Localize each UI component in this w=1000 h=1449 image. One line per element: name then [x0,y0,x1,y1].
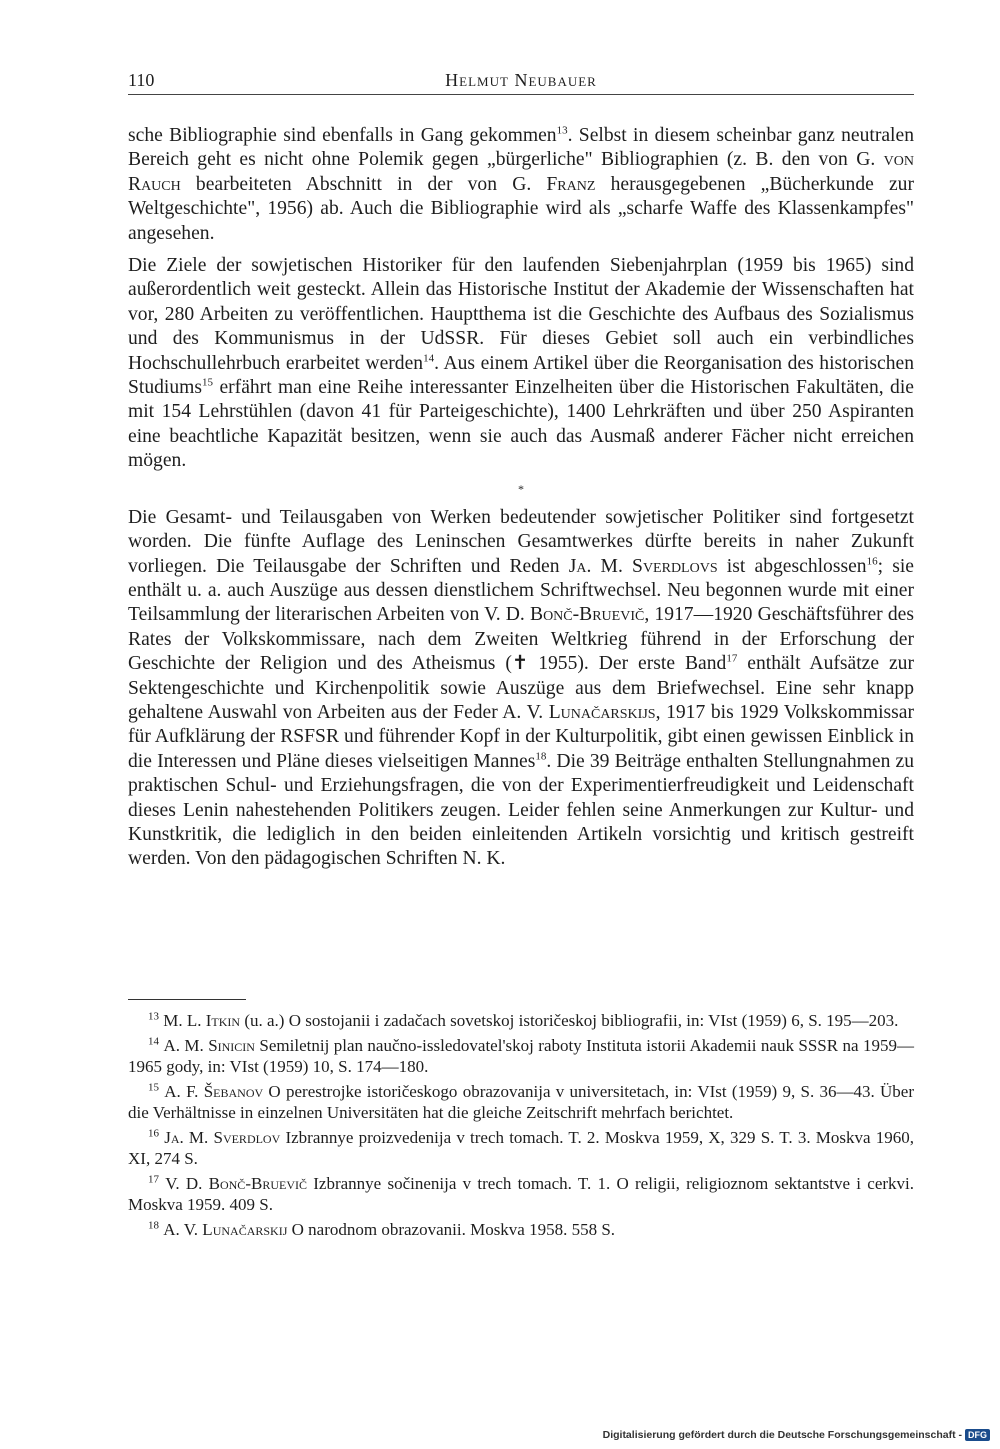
footnote-author: A. F. Šebanov [164,1082,264,1101]
text-run: . Aus einem Artikel über die Reorganisation des historischen Studiums [128,352,914,399]
footnote-number: 17 [148,1173,159,1186]
footnote-ref: 13 [556,124,568,137]
paragraph-2 [128,254,914,474]
footnote-author: A. M. Sinicin [163,1036,255,1055]
text-run: , 1917—1920 Geschäftsführer des Rates der Volkskommissare, nach dem Zweiten Weltkrieg führend in der Erforschung der Geschichte der Religion und des Atheismus (✝ 1955). Der erste Band [128,604,914,675]
person-name: Franz [546,173,596,195]
footnote-author: Ja. M. Sverdlov [164,1128,281,1147]
footnote-ref: 15 [202,376,214,389]
person-name: Lunačarskijs [548,701,656,723]
text-run: enthält Aufsätze zur Sektengeschichte und Kirchenpolitik sowie Auszüge aus dem Briefwechsel. Eine sehr knapp gehaltene Auswahl von Arbeiten aus der Feder A. V. [128,653,914,723]
text-run: ist abgeschlossen [717,555,867,577]
text-run: ; sie enthält u. a. auch Auszüge aus dessen dienstlichem Schriftwechsel. Neu begonnen wurde mit einer Teilsammlung der literarischen Arbeiten von V. D. [128,555,915,626]
person-name: Bonč-Bruevič [530,604,645,626]
body-text [128,124,914,880]
section-divider: * [518,481,524,496]
footnote-text: Izbrannye sočinenija v trech tomach. T. 1. O religii, religioznom sektantstve i cerkvi. Moskva 1959. 409 S. [128,1174,915,1214]
digitization-credit [603,1429,990,1441]
running-head: Helmut Neubauer [445,70,597,90]
footnote-number: 15 [148,1081,159,1094]
paragraph-3 [128,506,914,872]
footnote-ref: 16 [866,554,878,567]
footnote [128,1127,914,1169]
footnote-number: 13 [148,1010,159,1023]
footnote-ref: 17 [726,652,738,665]
text-run: Die Ziele der sowjetischen Historiker für den laufenden Siebenjahrplan (1959 bis 1965) sind außerordentlich weit gesteckt. Allein das Historische Institut der Akademie der Wissenschaften hat vor, 280 Arbeiten zu veröffentlichen. Hauptthema ist die Geschichte des Aufbaus des Sozialismus und des Kommunismus in der UdSSR. Für dieses Gebiet soll auch ein verbindliches Hochschullehrbuch erarbeitet werden [128,255,914,374]
footnote [128,1010,914,1031]
footnote-author: A. V. Lunačarskij [163,1220,288,1239]
dfg-logo: DFG [965,1429,990,1441]
footnote-number: 18 [148,1219,159,1232]
footnote-number: 14 [148,1035,159,1048]
footnote-ref: 18 [535,750,547,763]
person-name: von Rauch [128,149,914,195]
paragraph-1 [128,124,914,246]
footnote-text: O perestrojke istoričeskogo obrazovanija v universitetach, in: VIst (1959) 9, S. 36—43. Über die Verhältnisse in einzelnen Universitäten hat die gleiche Zeitschrift mehrfach berichtet. [128,1082,914,1122]
footnote [128,1173,914,1215]
footnote-rule [128,999,246,1000]
text-run: . Die 39 Beiträge enthalten Stellungnahmen zu praktischen Schul- und Erziehungsfragen, die von der Experimentierfreudigkeit und Leidenschaft dieses Lenin nahestehenden Politikers zeugen. Leider fehlen seine Anmerkungen zur Kultur- und Kunstkritik, die lediglich in den beiden einleitenden Artikeln vorsichtig und kritisch gestreift werden. Von den pädagogischen Schriften N. K. [128,750,915,870]
footnote-author: V. D. Bonč-Bruevič [165,1174,307,1193]
text-run: bearbeiteten Abschnitt in der von G. [180,173,547,195]
footnote-text: Izbrannye proizvedenija v trech tomach. T. 2. Moskva 1959, X, 329 S. T. 3. Moskva 1960, XI, 274 S. [128,1128,915,1168]
page-header [128,68,914,95]
text-run: sche Bibliographie sind ebenfalls in Gang gekommen [128,125,557,146]
footnote-text: Semiletnij plan naučno-issledovatel'skoj raboty Instituta istorii Akademii nauk SSSR na 1959—1965 gody, in: VIst (1959) 10, S. 174—180. [128,1036,915,1076]
text-run: herausgegebenen „Bücherkunde zur Weltgeschichte", 1956) ab. Auch die Bibliographie wird als „scharfe Waffe des Klassenkampfes" angesehen. [128,173,914,244]
footnote-text: (u. a.) O sostojanii i zadačach sovetskoj istoričeskoj bibliografii, in: VIst (1959) 6, S. 195—203. [240,1011,899,1030]
footnote-number: 16 [148,1127,159,1140]
footnote-ref: 14 [423,352,435,365]
footnote [128,1035,914,1077]
footnote [128,1081,914,1123]
footnote-text: O narodnom obrazovanii. Moskva 1958. 558 S. [287,1220,616,1239]
text-run: , 1917 bis 1929 Volkskommissar für Aufklärung der RSFSR und führender Kopf in der Kulturpolitik, gibt einen gewissen Einblick in die Interessen und Pläne dieses vielseitigen Mannes [128,701,914,772]
footnote [128,1219,914,1240]
credit-text: Digitalisierung gefördert durch die Deutsche Forschungsgemeinschaft - [602,1429,962,1441]
person-name: Ja. M. Sverdlovs [568,555,718,577]
text-run: Die Gesamt- und Teilausgaben von Werken bedeutender sowjetischer Politiker sind fortgesetzt worden. Die fünfte Auflage des Leninschen Gesamtwerkes dürfte bereits in naher Zukunft vorliegen. Die Teilausgabe der Schriften und Reden [128,506,914,577]
page-number: 110 [128,70,155,90]
footnote-author: M. L. Itkin [163,1011,241,1030]
footnotes [128,1010,914,1244]
text-run: erfährt man eine Reihe interessanter Einzelheiten über die Historischen Fakultäten, die mit 154 Lehrstühlen (davon 41 für Parteigeschichte), 1400 Lehrkräften und über 250 Aspiranten eine beachtliche Kapazität besitzen, wenn sie auch das Ausmaß anderer Fächer nicht erreichen mögen. [128,377,914,472]
text-run: . Selbst in diesem scheinbar ganz neutralen Bereich geht es nicht ohne Polemik gegen „bürgerliche" Bibliographien (z. B. den von G. [128,125,914,171]
